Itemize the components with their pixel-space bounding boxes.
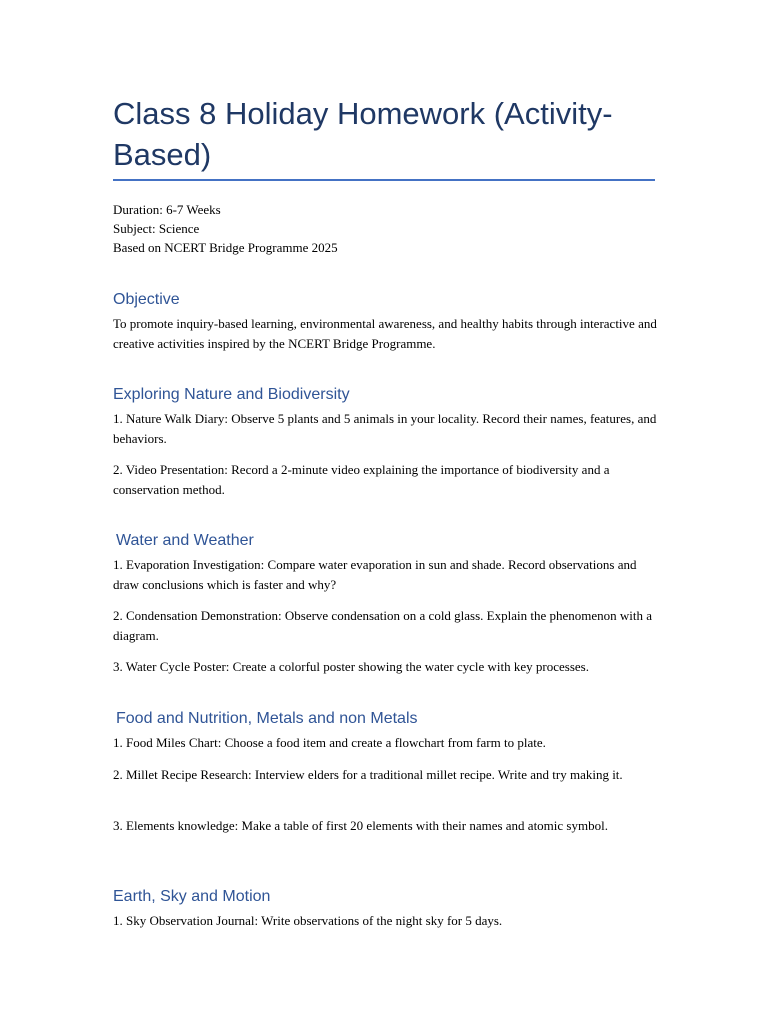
list-item: 3. Water Cycle Poster: Create a colorful poster showing the water cycle with key processes. xyxy=(113,659,589,674)
list-item: 2. Millet Recipe Research: Interview elders for a traditional millet recipe. Write and try making it. xyxy=(113,767,623,782)
list-item: 3. Elements knowledge: Make a table of first 20 elements with their names and atomic symbol. xyxy=(113,818,608,833)
list-item: 2. Video Presentation: Record a 2-minute video explaining the importance of biodiversity and a conservation method. xyxy=(113,462,610,497)
document-meta xyxy=(113,200,658,257)
section-heading-nature: Exploring Nature and Biodiversity xyxy=(113,386,350,403)
duration-text: Duration: 6-7 Weeks xyxy=(113,202,221,217)
section-heading-objective: Objective xyxy=(113,291,180,308)
section-heading-food: Food and Nutrition, Metals and non Metals xyxy=(116,710,418,727)
list-item: 1. Sky Observation Journal: Write observations of the night sky for 5 days. xyxy=(113,913,503,928)
title-divider xyxy=(113,179,655,181)
list-item: 1. Food Miles Chart: Choose a food item and create a flowchart from farm to plate. xyxy=(113,735,546,750)
section-heading-earth: Earth, Sky and Motion xyxy=(113,888,271,905)
objective-text: To promote inquiry-based learning, environmental awareness, and healthy habits through interactive and creative activities inspired by the NCERT Bridge Programme. xyxy=(113,316,657,351)
based-on-text: Based on NCERT Bridge Programme 2025 xyxy=(113,240,338,255)
list-item: 1. Evaporation Investigation: Compare water evaporation in sun and shade. Record observations and draw conclusions which is faster and why? xyxy=(113,557,637,592)
document-title: Class 8 Holiday Homework (Activity-Based) xyxy=(113,96,613,172)
subject-text: Subject: Science xyxy=(113,221,200,236)
section-heading-water: Water and Weather xyxy=(116,532,254,549)
list-item: 1. Nature Walk Diary: Observe 5 plants and 5 animals in your locality. Record their names, features, and behaviors. xyxy=(113,411,657,446)
list-item: 2. Condensation Demonstration: Observe condensation on a cold glass. Explain the phenomenon with a diagram. xyxy=(113,608,653,643)
